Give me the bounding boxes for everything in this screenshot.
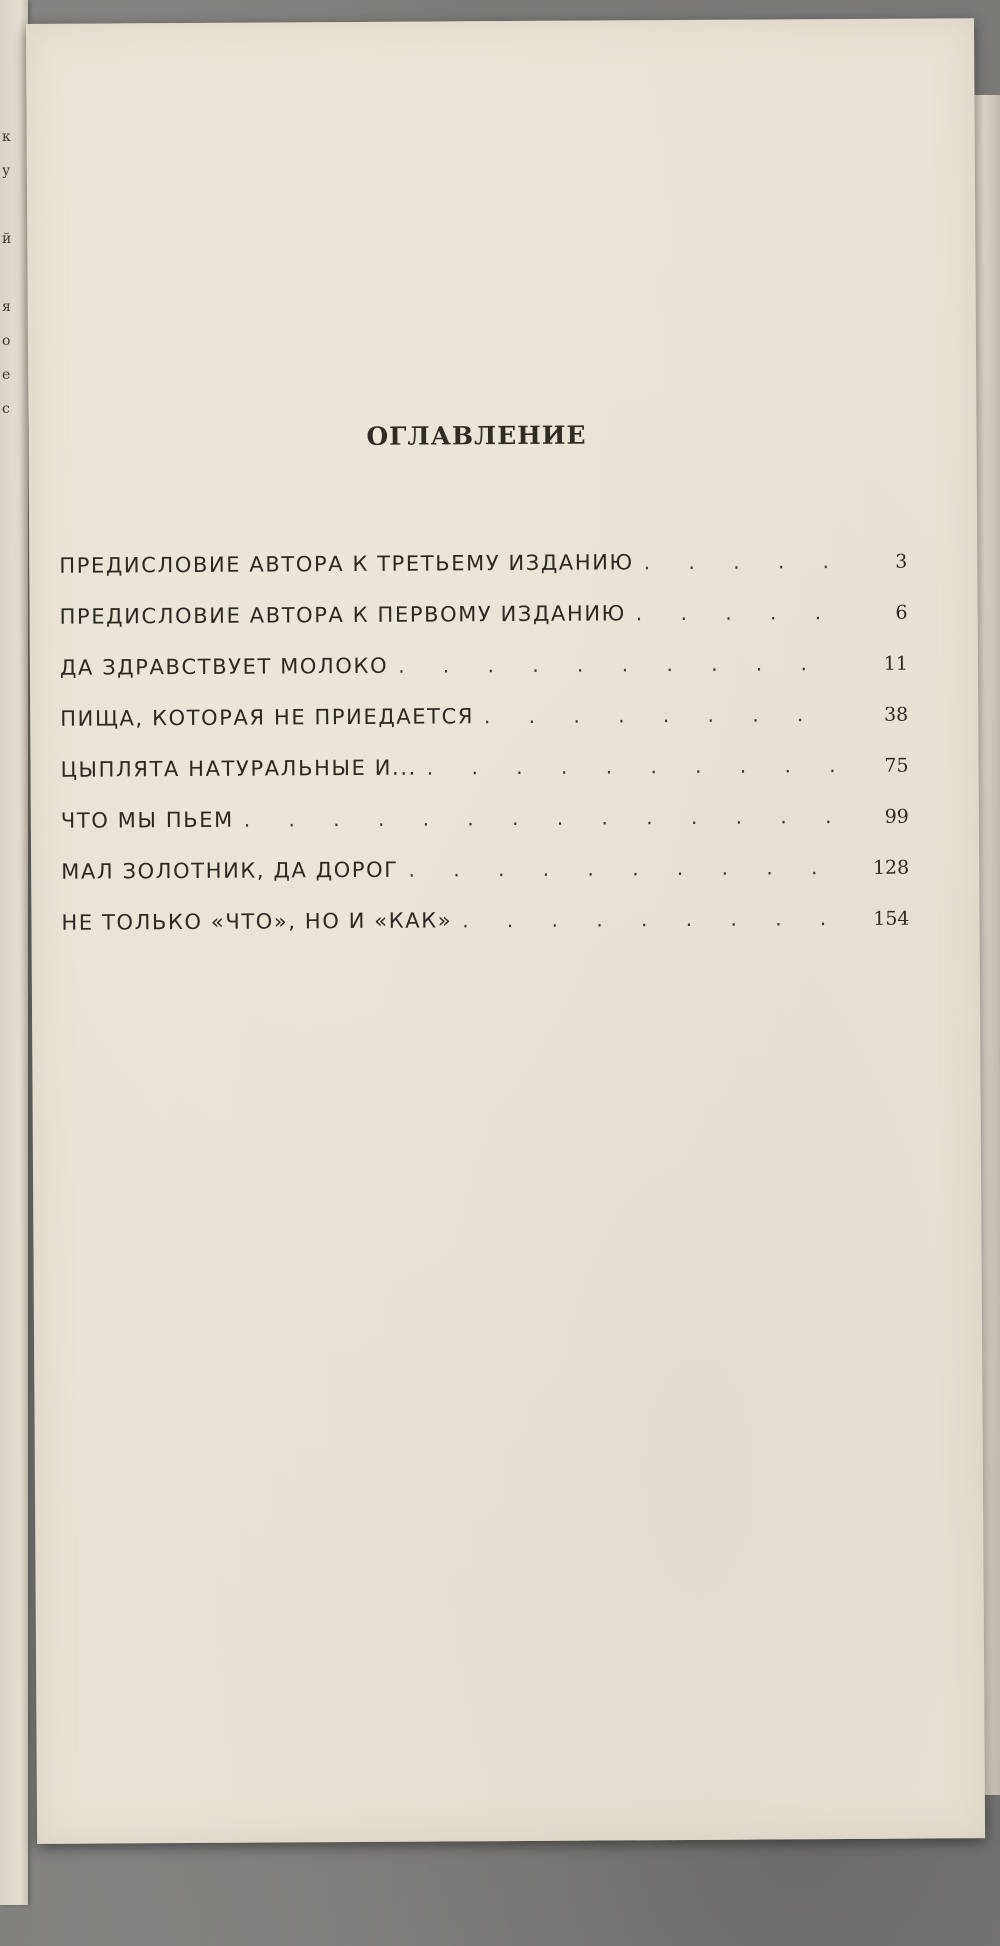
dot-leader: [644, 549, 842, 574]
toc-entry: [60, 702, 908, 758]
previous-page-edge-text: к у й я о е с: [2, 129, 12, 417]
toc-entry-page: 128: [872, 856, 910, 879]
toc-entry-title: ПИЩА, КОТОРАЯ НЕ ПРИЕДАЕТСЯ: [60, 704, 475, 731]
toc-entry-page: 154: [873, 907, 910, 930]
toc-list: [59, 549, 909, 962]
toc-entry-title: МАЛ ЗОЛОТНИК, ДА ДОРОГ: [61, 857, 399, 884]
toc-heading: ОГЛАВЛЕНИЕ: [366, 420, 587, 451]
previous-page-edge: [0, 0, 28, 1905]
dot-leader: [484, 702, 842, 728]
dot-leader: [244, 804, 843, 832]
toc-entry: [61, 906, 909, 962]
toc-entry-title: ЧТО МЫ ПЬЕМ: [60, 807, 234, 833]
toc-entry: [60, 651, 908, 707]
dot-leader: [427, 753, 843, 780]
toc-entry-title: ЦЫПЛЯТА НАТУРАЛЬНЫЕ И...: [60, 755, 417, 782]
dot-leader: [409, 855, 844, 882]
dot-leader: [398, 651, 842, 678]
toc-entry: [60, 600, 908, 656]
toc-entry: [61, 804, 909, 860]
toc-entry-page: 3: [895, 550, 908, 573]
book-page: [26, 18, 985, 1844]
toc-entry-page: 75: [884, 754, 909, 777]
toc-entry-title: ПРЕДИСЛОВИЕ АВТОРА К ПЕРВОМУ ИЗДАНИЮ: [59, 601, 626, 629]
dot-leader: [636, 600, 842, 625]
toc-entry-page: 38: [883, 703, 909, 726]
dot-leader: [462, 906, 843, 932]
toc-entry: [59, 549, 907, 605]
toc-entry-title: НЕ ТОЛЬКО «ЧТО», НО И «КАК»: [61, 908, 453, 935]
toc-entry: [61, 855, 909, 911]
toc-entry-title: ПРЕДИСЛОВИЕ АВТОРА К ТРЕТЬЕМУ ИЗДАНИЮ: [59, 550, 634, 578]
toc-entry-page: 11: [883, 652, 908, 675]
toc-entry-page: 99: [884, 805, 909, 828]
toc-entry: [60, 753, 908, 809]
toc-entry-title: ДА ЗДРАВСТВУЕТ МОЛОКО: [59, 653, 389, 680]
toc-entry-page: 6: [895, 601, 908, 624]
